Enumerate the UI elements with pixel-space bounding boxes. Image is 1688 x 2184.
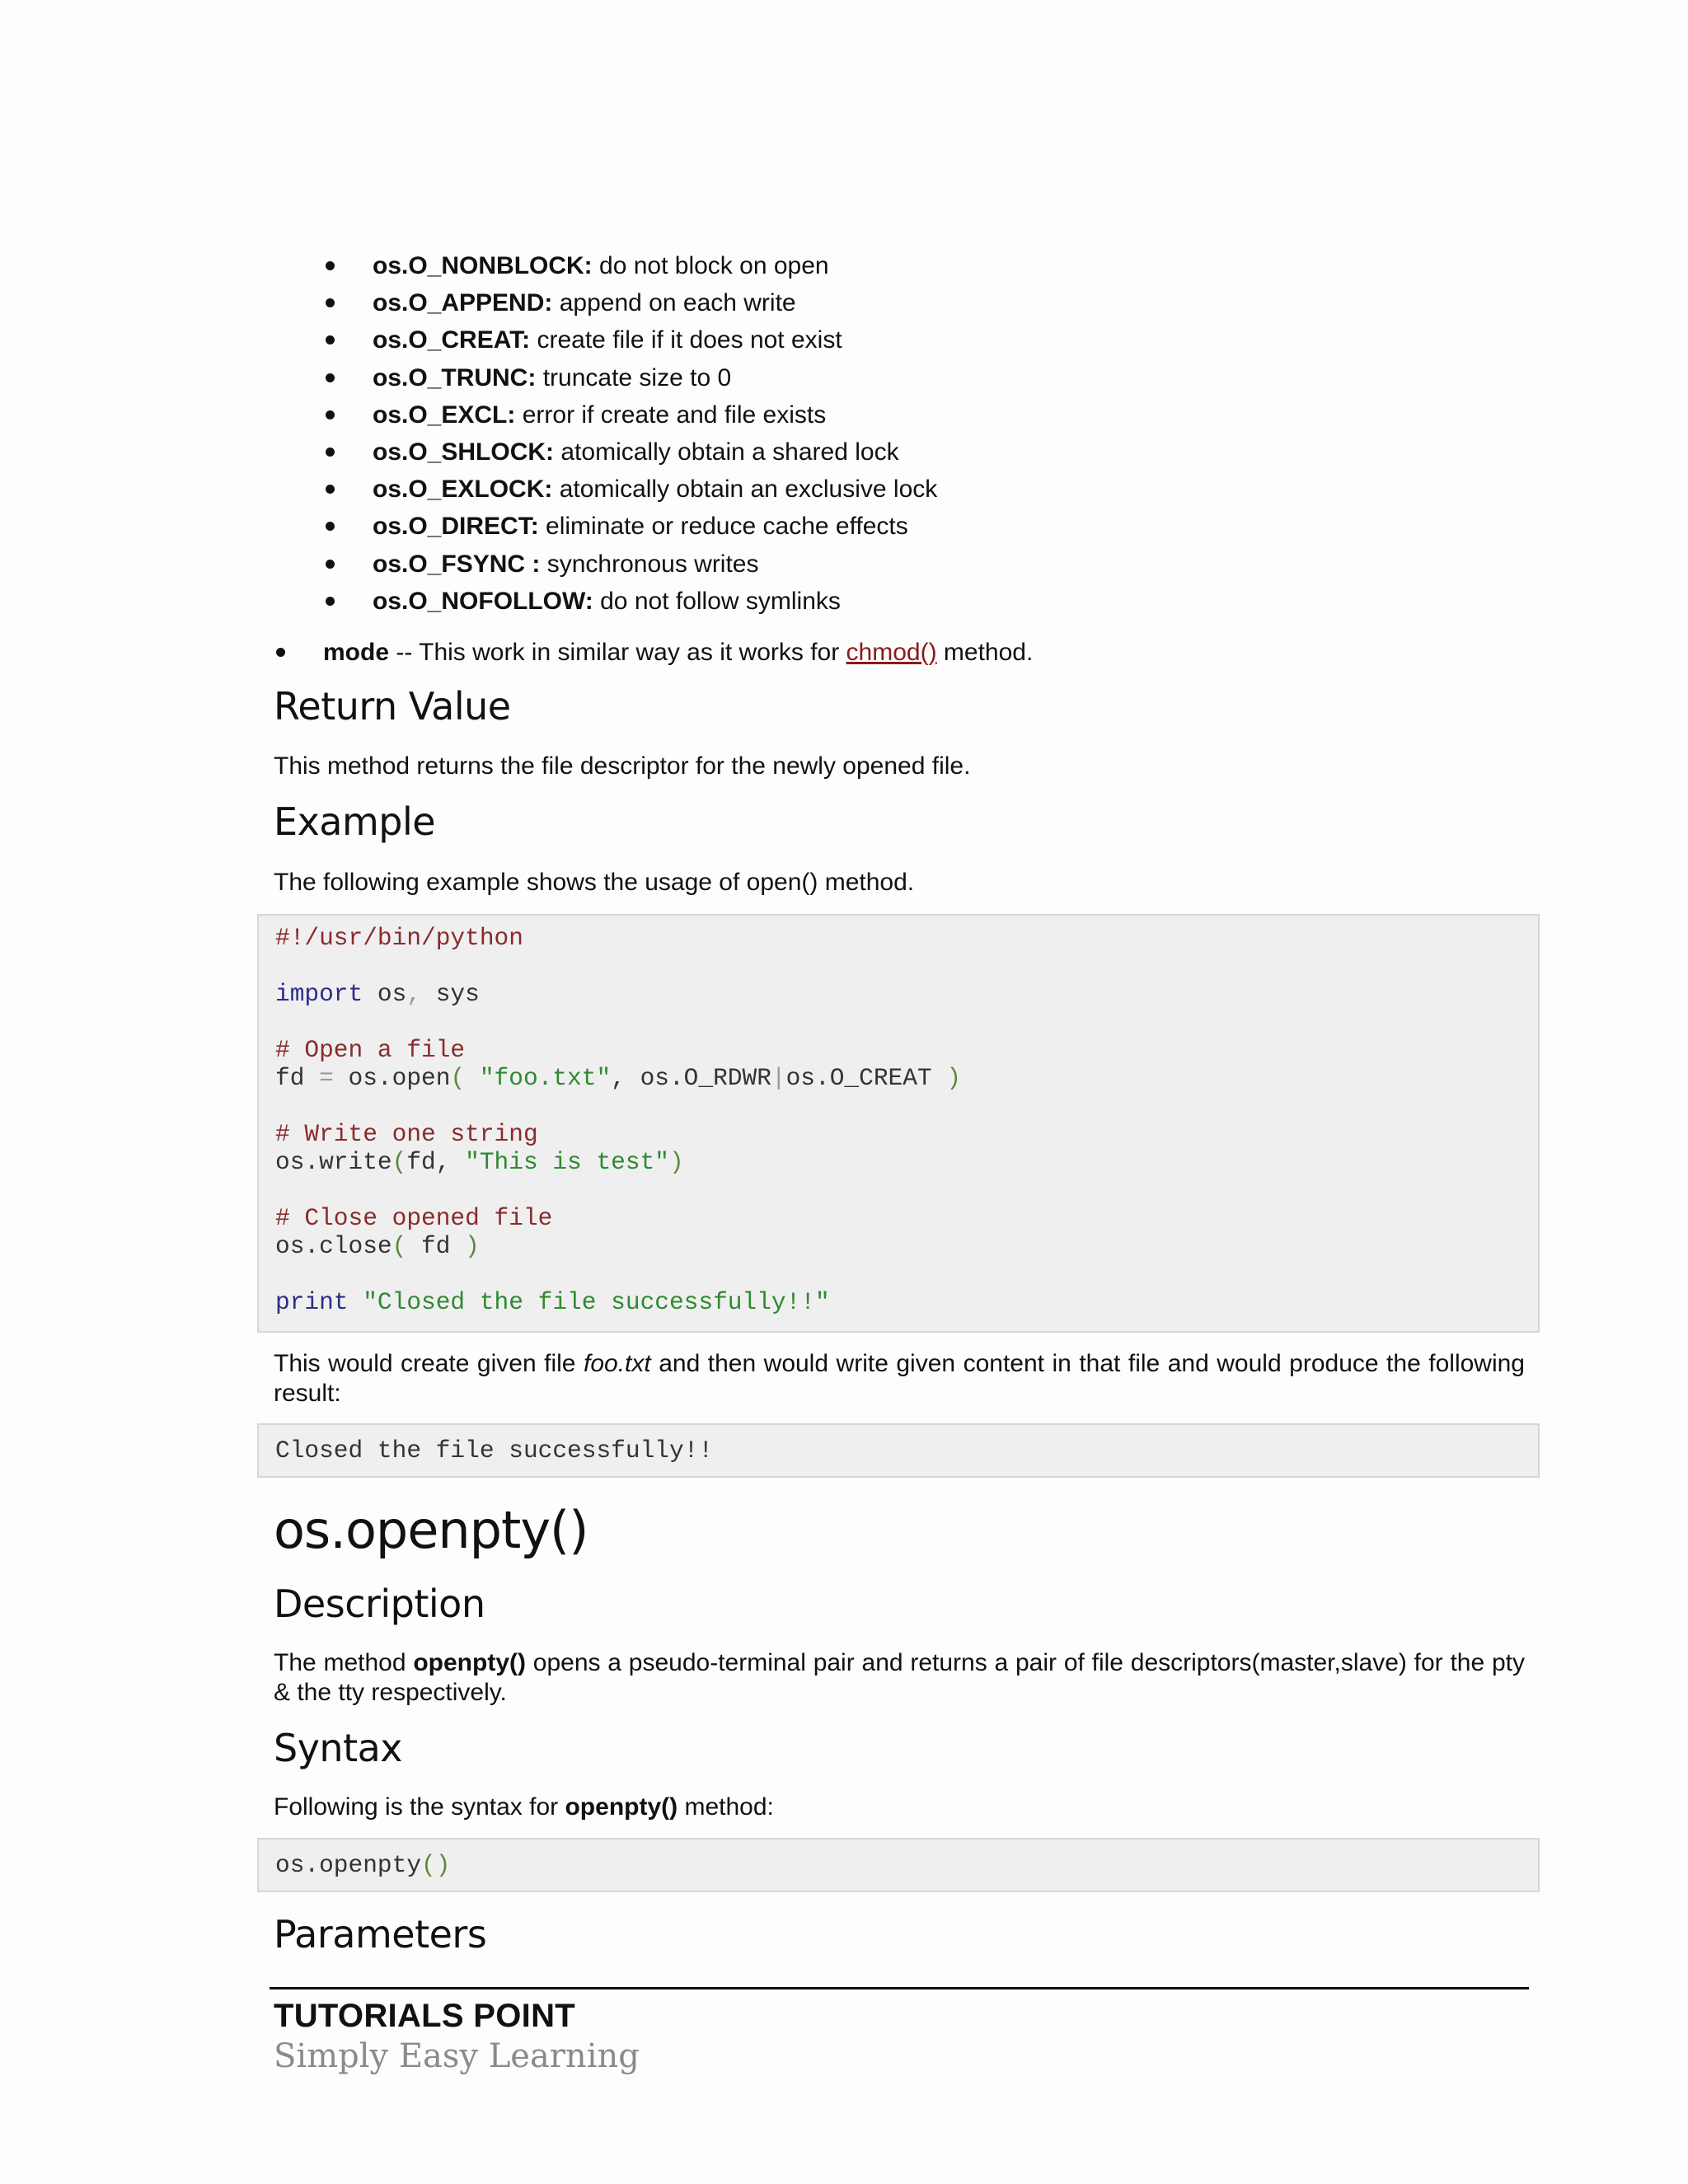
example-heading: Example (274, 799, 436, 844)
flag-item: os.O_FSYNC : synchronous writes (307, 546, 937, 583)
return-value-text: This method returns the file descriptor for the newly opened file. (274, 752, 971, 780)
parameters-heading: Parameters (274, 1912, 487, 1957)
example-intro: The following example shows the usage of open() method. (274, 869, 915, 896)
flag-item: os.O_NONBLOCK: do not block on open (307, 247, 937, 284)
flag-item: os.O_CREAT: create file if it does not exist (307, 321, 937, 359)
flag-item: os.O_SHLOCK: atomically obtain a shared lock (307, 434, 937, 471)
description-text: The method openpty() opens a pseudo-terminal pair and returns a pair of file descriptors(master,slave) for the pty & the tty respectively. (274, 1649, 1525, 1706)
output-code-block: Closed the file successfully!! (257, 1423, 1540, 1478)
openpty-title: os.openpty() (274, 1500, 588, 1560)
chmod-link[interactable]: chmod() (846, 639, 937, 666)
flag-item: os.O_APPEND: append on each write (307, 284, 937, 321)
result-intro: This would create given file foo.txt and then would write given content in that file and would produce the following result: (274, 1350, 1525, 1407)
flag-item: os.O_TRUNC: truncate size to 0 (307, 359, 937, 396)
flag-item: os.O_NOFOLLOW: do not follow symlinks (307, 583, 937, 620)
return-value-heading: Return Value (274, 684, 511, 729)
flag-list (307, 247, 937, 620)
footer-tagline: Simply Easy Learning (274, 2037, 640, 2075)
syntax-text: Following is the syntax for openpty() method: (274, 1793, 774, 1821)
flag-item: os.O_DIRECT: eliminate or reduce cache effects (307, 508, 937, 545)
footer-divider (270, 1987, 1529, 1990)
syntax-heading: Syntax (274, 1726, 403, 1770)
mode-param-item: mode -- This work in similar way as it works for chmod() method. (274, 634, 1033, 671)
syntax-code-block: os.openpty() (257, 1838, 1540, 1892)
flag-item: os.O_EXLOCK: atomically obtain an exclusive lock (307, 471, 937, 508)
footer-brand: TUTORIALS POINT (274, 1998, 575, 2034)
flag-item: os.O_EXCL: error if create and file exists (307, 396, 937, 434)
example-code-block: #!/usr/bin/python import os, sys # Open a file fd = os.open( "foo.txt", os.O_RDWR|os.O_CREAT ) # Write one string os.write(fd, "This is test") # Close opened file os.close( fd ) print "Closed the file successfully!!" (257, 914, 1540, 1333)
description-heading: Description (274, 1582, 485, 1626)
